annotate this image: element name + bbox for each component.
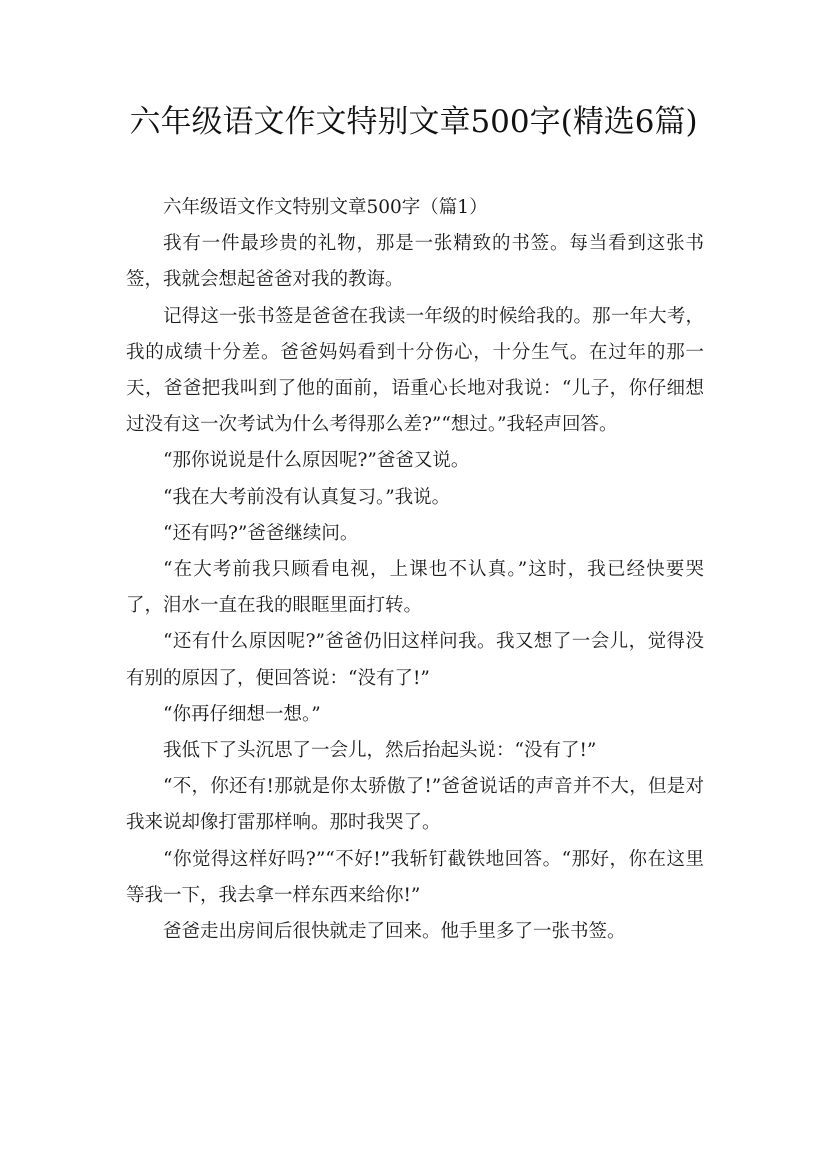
paragraph: 我低下了头沉思了一会儿，然后抬起头说：“没有了!” [163, 740, 597, 762]
paragraph: 我有一件最珍贵的礼物，那是一张精致的书签。每当看到这张书签，我就会想起爸爸对我的教诲。 [126, 233, 704, 291]
paragraph: “你觉得这样好吗?”“不好!”我斩钉截铁地回答。“那好，你在这里等我一下，我去拿一样东西来给你!” [126, 848, 704, 906]
document-body [126, 190, 704, 950]
paragraph: “还有什么原因呢?”爸爸仍旧这样问我。我又想了一会儿，觉得没有别的原因了，便回答说：“没有了!” [126, 631, 704, 689]
paragraph: “在大考前我只顾看电视，上课也不认真。”这时，我已经快要哭了，泪水一直在我的眼眶里面打转。 [126, 559, 704, 617]
paragraph: “不，你还有!那就是你太骄傲了!”爸爸说话的声音并不大，但是对我来说却像打雷那样响。那时我哭了。 [126, 776, 704, 834]
paragraph: 记得这一张书签是爸爸在我读一年级的时候给我的。那一年大考，我的成绩十分差。爸爸妈妈看到十分伤心，十分生气。在过年的那一天，爸爸把我叫到了他的面前，语重心长地对我说：“儿子，你仔细想过没有这一次考试为什么考得那么差?”“想过。”我轻声回答。 [126, 305, 704, 436]
paragraph: 爸爸走出房间后很快就走了回来。他手里多了一张书签。 [163, 921, 626, 943]
paragraph: “还有吗?”爸爸继续问。 [163, 522, 359, 544]
document-title: 六年级语文作文特别文章500字(精选6篇) [129, 104, 698, 140]
paragraph: “那你说说是什么原因呢?”爸爸又说。 [163, 450, 470, 472]
section-heading: 六年级语文作文特别文章500字（篇1） [163, 197, 488, 218]
paragraph: “你再仔细想一想。” [163, 703, 321, 725]
paragraph: “我在大考前没有认真复习。”我说。 [163, 486, 451, 508]
